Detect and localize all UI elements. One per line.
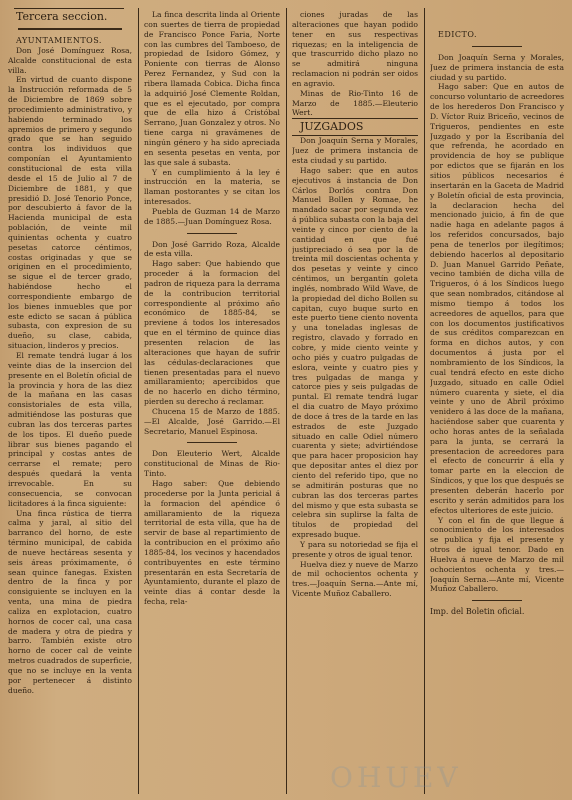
paragraph: Y en cumplimiento á la ley é instrucción en la materia, se llaman postorantes y se citan los interesados. bbox=[144, 167, 280, 207]
paragraph: Don José Garrido Roza, Alcalde de esta villa. bbox=[144, 239, 280, 259]
divider bbox=[472, 600, 522, 601]
column-3 bbox=[292, 10, 418, 792]
divider bbox=[187, 442, 237, 443]
signature-line: Puebla de Guzman 14 de Marzo de 1885.—Juan Domínguez Rosa. bbox=[144, 206, 280, 226]
paragraph: Hago saber: Que habiendo que proceder á la formacion del padron de riqueza para la derrama de la contribucion territorial correspondiente al próximo año económico de 1885-84, se previene á todos los interesados que en el término de quince dias presenten relacion de las alteraciones que hayan de sufrir las cédulas-declaraciones que tienen presentadas para el nuevo amillaramiento; apercibidos que de no hacerlo en dicho término, pierden su derecho á reclamar. bbox=[144, 259, 280, 407]
paragraph: Don José Domínguez Rosa, Alcalde constitucional de esta villa. bbox=[8, 45, 132, 75]
column-4 bbox=[430, 10, 564, 792]
paragraph: La finca descrita linda al Oriente con suertes de tierra de propiedad de Francisco Ponce Faria, Norte con las cumbres del Tamboeso, de propiedad de Isidoro Gómez, y Poniente con tierras de Alonso Perez Fernandez, y Sud con la ribera llamada Cobica. Dicha finca la adquirió José Clemente Roldan, que es el ejecutado, por compra que de ella hizo á Cristóbal Serrano, Juan Gonzalez y otros. No tiene carga ni gravámenes de ningún género y ha sido apreciada en sesenta pesetas en venta, por las que sale á subasta. bbox=[144, 10, 280, 167]
signature-line: Minas de Rio-Tinto 16 de Marzo de 1885.—Eleuterio Wert. bbox=[292, 88, 418, 118]
paragraph: Y con el fin de que llegue á conocimiento de los interesados se publica y fija el presente y otros de igual tenor. Dado en Huelva á nueve de Marzo de mil ochocientos ochenta y tres.—Joaquín Serna.—Ante mí, Vicente Muñoz Caballero. bbox=[430, 515, 564, 594]
printer-imprint: Imp. del Boletin oficial. bbox=[430, 607, 525, 617]
title-rule bbox=[18, 28, 122, 30]
column-1 bbox=[8, 10, 132, 792]
paragraph: Una finca rústica de tierra calma y jaral, al sitio del barranco del horno, de este término municipal, de cabida de nueve hectáreas sesenta y seis áreas próximamente, ó sean quince fanegas. Existen dentro de la finca y por consiguiente se incluyen en la venta, una mina de piedra caliza en explotacion, cuatro hornos de cocer cal, una casa de madera y otra de piedra y barro. También existe otro horno de cocer cal de veinte metros cuadrados de superficie, que no se incluye en la venta por pertenecer á distinto dueño. bbox=[8, 508, 132, 695]
paragraph: Y para su notoriedad se fija el presente y otros de igual tenor. bbox=[292, 539, 418, 559]
section-title: Tercera seccion. bbox=[16, 10, 108, 23]
paragraph: Hago saber: Que debiendo procederse por la Junta pericial á la formacion del apéndice ó amillaramiento de la riqueza territorial de esta villa, que ha de servir de base al repartimiento de la contribucion en el próximo año 1885-84, los vecinos y hacendados contribuyentes en este término presentarán en esta Secretaría de Ayuntamiento, durante el plazo de veinte dias á contar desde la fecha, rela- bbox=[144, 478, 280, 607]
divider bbox=[472, 46, 522, 47]
column-rule bbox=[138, 8, 139, 794]
paragraph: El remate tendrá lugar á los veinte dias de la insercion del presente en el Boletín oficial de la provincia y hora de las diez de la mañana en las casas consistoriales de esta villa, admitiéndose las posturas que cubran las dos terceras partes de los tipos. El dueño puede librar sus bienes pagando el principal y costas antes de cerrarse el remate; pero después quedará la venta irrevocable. En su consecuencia, se convocan licitadores á la finca siguiente: bbox=[8, 351, 132, 508]
paragraph: Hago saber: que en autos ejecutivos á instancia de Don Cárlos Dorlós contra Don Manuel Bollen y Romae, he mandado sacar por segunda vez á pública subasta con la baja del veinte y cinco por ciento de la cantidad en que fué justipreciado ó sea por la de treinta mil doscientas ochenta y dos pesetas y veinte y cinco céntimos, un bergantín goleta inglés, nombrado Wild Wave, de la propiedad del dicho Bollen su capitan, cuyo buque surto en este puerto tiene ciento noventa y una toneladas inglesas de registro, clavado y forrado en cobre, y mide ciento veinte y ocho piés y cuatro pulgadas de eslora, veinte y cuatro pies y tres pulgadas de manga y catorce pies y seis pulgadas de puntal. El remate tendrá lugar el dia cuatro de Mayo próximo de doce á tres de la tarde en las estrados de este Juzgado situado en calle Odiel número cuarenta y siete; advirtiéndose que para hacer proposicion hay que depositar antes el diez por ciento del referido tipo, que no se admitirán posturas que no cubran las dos terceras partes del mismo y que esta subasta se celebra sin suplirse la falta de títulos de propiedad del expresado buque. bbox=[292, 165, 418, 540]
column-rule bbox=[424, 8, 425, 794]
juzgados-heading: JUZGADOS bbox=[292, 118, 418, 136]
signature-line: Huelva diez y nueve de Marzo de mil ochocientos ochenta y tres.—Joaquín Serna.—Ante mí, Vicente Muñoz Caballero. bbox=[292, 559, 418, 599]
section-subheading: AYUNTAMIENTOS. bbox=[16, 36, 102, 45]
column-2 bbox=[144, 10, 280, 792]
paragraph: Don Eleuterio Wert, Alcalde constitucional de Minas de Rio-Tinto. bbox=[144, 449, 280, 479]
signature-line: Chucena 15 de Marzo de 1885.—El Alcalde, José Garrido.—El Secretario, Manuel Espinosa. bbox=[144, 406, 280, 436]
paragraph: ciones juradas de las alteraciones que hayan podido tener en sus respectivas riquezas; en la inteligencia de que trascurrido dicho plazo no se admitirá ninguna reclamacion ni podrán ser oidos en agravio. bbox=[292, 10, 418, 88]
divider bbox=[187, 233, 237, 234]
column-rule bbox=[286, 8, 287, 794]
paragraph: Don Joaquín Serna y Morales, Juez de primera instancia de esta ciudad y su partido. bbox=[430, 52, 564, 82]
edicto-heading: EDICTO. bbox=[438, 30, 478, 39]
library-watermark: OHUEV bbox=[330, 761, 462, 794]
paragraph: Hago saber: Que en autos de concurso voluntario de acreedores de los herederos Don Francisco y D. Víctor Ruiz Briceño, vecinos de Trigueros, pendientes en este Juzgado y por la Escribanía del que refrenda, he acordado en providencia de hoy se publique por edictos que se fijarán en los sitios públicos necesarios é insertarán en la Gaceta de Madrid y Boletín oficial de esta provincia, la declaracion hecha del mencionado juicio, á fin de que nadie haga en adelante pagos á los referidos concursados, bajo pena de tenerlos por ilegítimos; debiendo hacerlos al depositario D. Juan Manuel Garrido Peñate, vecino también de dicha villa de Trigueros, ó á los Síndicos luego que sean nombrados, citándose al mismo tiempo á todos los acreedores de aquellos, para que con los documentos justificativos de sus créditos comparezcan en forma en dichos autos, y con documentos á justa por el nombramiento de los Síndicos, la cual tendrá efecto en este dicho Juzgado, situado en calle Odiel número cuarenta y siete, el dia veinte y uno de Abril próximo venidero á las doce de la mañana, haciéndose saber que cuarenta y ocho horas antes de la señalada para la junta, se cerrará la presentacion de acreedores para el efecto de concurrir á ella y tomar parte en la eleccion de Síndicos, y que los que después se presenten deberán hacerlo por escrito y serán admitidos para los efectos ulteriores de este juicio. bbox=[430, 82, 564, 515]
paragraph: Don Joaquín Serna y Morales, Juez de primera instancia de esta ciudad y su partido. bbox=[292, 136, 418, 165]
top-rule bbox=[14, 8, 124, 9]
paragraph: En virtud de cuanto dispone la Instrucción reformada de 5 de Diciembre de 1869 sobre procedimiento administrativo, y habiendo terminado los apremios de primero y segundo grado que se han seguido contra los individuos que componían el Ayuntamiento constitucional de esta villa desde el 15 de Julio al 7 de Diciembre de 1881, y que presidió D. José Tenorio Ponce, por descubierto á favor de la Hacienda municipal de esta población, de veinte mil quinientas ochenta y cuatro pesetas catorce céntimos, costas originadas y que se originen en el procedimiento, se sigue el de tercer grado, habiéndose hecho el correspondiente embargo de los bienes inmuebles que por este edicto se sacan á pública subasta, con expresion de su dueño, su clase, cabida, situacion, linderos y precios. bbox=[8, 75, 132, 351]
